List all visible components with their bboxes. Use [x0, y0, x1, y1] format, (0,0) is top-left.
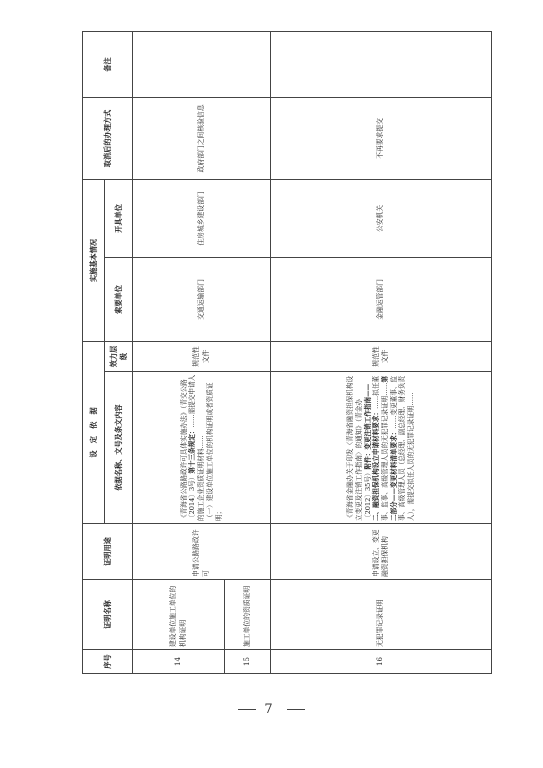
basis-16-part-4: 第二部分——变更材料清单要求：	[381, 375, 398, 521]
basis-16-part-5: ……变更董事、监事、高级管理人员（总经理、副总经理、财务负责人），需提交拟任人员的无犯罪记录证明……	[389, 375, 416, 521]
basis-14-part-1: 《青海省公路路政许可具体实施办法》（青交公路〔2014〕3号）	[179, 379, 197, 521]
row-16-validity: 规范性文件	[271, 341, 492, 371]
row-14-remark	[133, 31, 271, 97]
row-14-seq: 14	[133, 650, 225, 674]
basis-16-part-2: 附件：变更注销工作指南——二、融资担保机构设立申请材料要求：	[363, 383, 381, 521]
basis-16-part-3: ……拟任董事、监事、高级管理人员的无犯罪记录证明……	[372, 375, 389, 521]
row-15-seq: 15	[225, 650, 271, 674]
page-number-value: 7	[264, 702, 279, 717]
row-16-impl-unit: 金融运管部门	[271, 257, 492, 341]
page-number	[0, 702, 543, 717]
row-16-name: 无犯罪记录证明	[271, 580, 492, 650]
table-row	[271, 31, 492, 673]
basis-14-part-3: ……需提交申请人的施工企业资质证明材料……	[188, 374, 206, 521]
row-14-after: 政府部门之间核验信息	[133, 97, 271, 179]
basis-15-part-1: （一）建设单位施工单位的机构证明或者资质证明；	[205, 382, 223, 521]
header-impl-unit: 索要单位	[105, 257, 133, 341]
row-16-seq: 16	[271, 650, 492, 674]
basis-14-part-2: 第十三条规定：	[188, 427, 197, 474]
row-16-purpose: 申请设立、变更融资担保机构	[271, 524, 492, 580]
basis-16-part-1: 《青海省金融办关于印发〈青海省融资担保机构设立变更及注销工作指南〉的通知》（青金办〔2012〕35号）	[346, 375, 372, 521]
certificate-table	[82, 31, 492, 674]
header-impl-group: 实施基本情况	[83, 179, 105, 341]
header-issue-unit: 开具单位	[105, 179, 133, 257]
header-basis-text: 依据名称、文号及条文内容	[105, 372, 133, 524]
row-16-basis	[271, 372, 492, 524]
row-14-name: 建设单位施工单位的机构证明	[133, 580, 225, 650]
header-name: 证明名称	[83, 580, 133, 650]
header-after: 取消后的办理方式	[83, 97, 133, 179]
header-basis-group: 设 定 依 据	[83, 341, 105, 523]
row-14-validity: 规范性文件	[133, 341, 271, 371]
rotated-table-container	[82, 32, 491, 674]
row-15-name: 施工单位的资质证明	[225, 580, 271, 650]
row-16-issue-unit: 公安机关	[271, 179, 492, 257]
header-purpose: 证明用途	[83, 524, 133, 580]
header-seq: 序号	[83, 650, 133, 674]
row-16-remark	[271, 31, 492, 97]
row-14-issue-unit: 住房城乡建设部门	[133, 179, 271, 257]
row-14-basis	[133, 372, 271, 524]
row-14-impl-unit: 交通运输部门	[133, 257, 271, 341]
page-number-dash-right	[287, 709, 305, 710]
page-number-dash-left	[238, 709, 256, 710]
row-14-purpose: 申请公路路政许可	[133, 524, 271, 580]
row-16-after: 不再要求提交	[271, 97, 492, 179]
header-validity: 效力层级	[105, 341, 133, 371]
header-remark: 备注	[83, 31, 133, 97]
table-row	[133, 31, 225, 673]
